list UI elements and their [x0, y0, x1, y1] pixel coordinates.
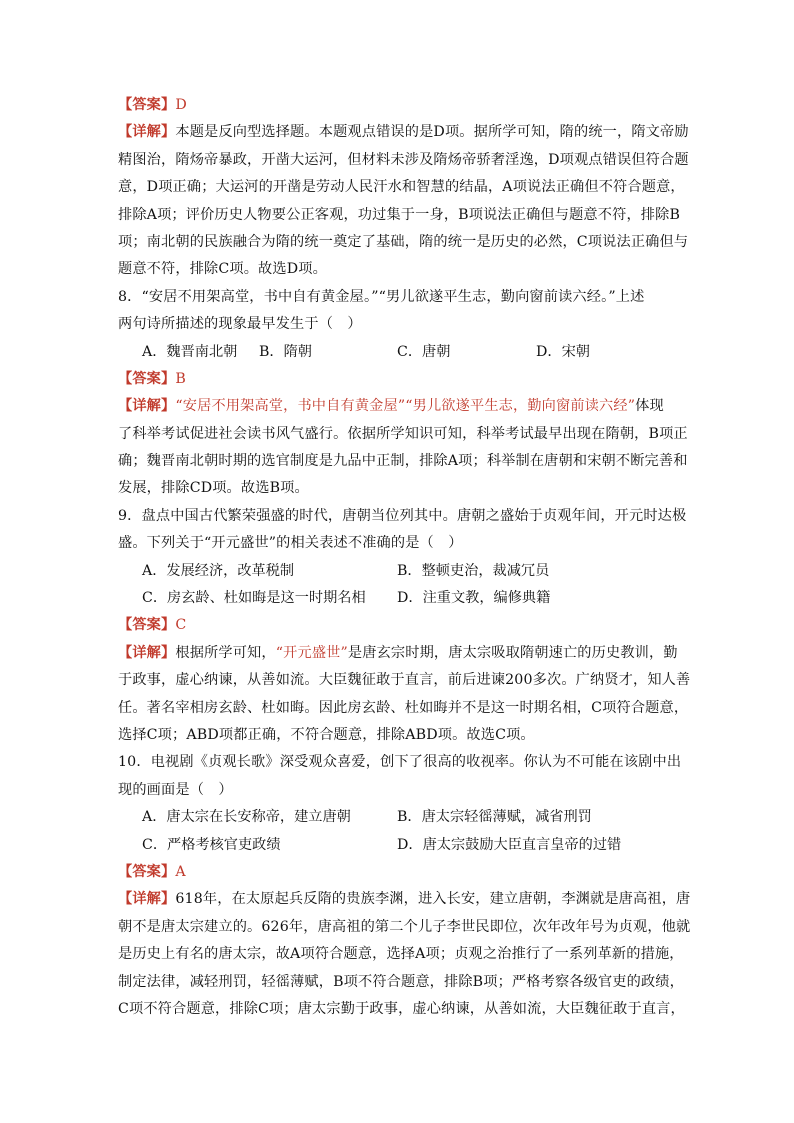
- q8-detail-line: 发展，排除CD项。故选B项。: [118, 480, 309, 497]
- q9-stem-line: 盛。下列关于“开元盛世”的相关表述不准确的是（ ）: [118, 535, 463, 552]
- option-a: A．魏晋南北朝: [142, 343, 238, 360]
- answer-value: A: [175, 863, 186, 880]
- q9-answer-line: [118, 612, 678, 639]
- detail-text: 618年，在太原起兵反隋的贵族李渊，进入长安，建立唐朝，李渊就是唐高祖，唐: [175, 891, 691, 908]
- q8-stem-line: 8．“安居不用架高堂，书中自有黄金屋。”“男儿欲遂平生志，勤向窗前读六经。”上述: [118, 288, 645, 305]
- option-b: B．隋朝: [259, 343, 312, 360]
- q8-detail-line: 了科举考试促进社会读书风气盛行。依据所学知识可知，科举考试最早出现在隋朝，B项正: [118, 425, 688, 442]
- q9-detail-line: 于政事，虚心纳谏，从善如流。大臣魏征敢于直言，前后进谏200多次。广纳贤才，知人善: [118, 672, 691, 689]
- q7-detail-line: 项；南北朝的民族融合为隋的统一奠定了基础，隋的统一是历史的必然，C项说法正确但与: [118, 233, 689, 250]
- option-d: D．注重文教，编修典籍: [397, 590, 551, 607]
- q10-answer-line: [118, 859, 678, 886]
- q7-detail-line: 意，D项正确；大运河的开凿是劳动人民汗水和智慧的结晶，A项说法正确但不符合题意，: [118, 179, 685, 196]
- option-d: D．宋朝: [536, 343, 590, 360]
- q9-detail-line: 任。著名宰相房玄龄、杜如晦。因此房玄龄、杜如晦并不是这一时期名相，C项符合题意，: [118, 699, 689, 716]
- option-c: C．严格考核官吏政绩: [142, 836, 281, 853]
- q10-options: [118, 804, 678, 831]
- answer-tag: 【答案】: [118, 97, 176, 113]
- option-d: D．唐太宗鼓励大臣直言皇帝的过错: [397, 836, 622, 853]
- option-b: B．唐太宗轻徭薄赋，减省刑罚: [397, 809, 592, 826]
- q8-answer-line: [118, 366, 678, 393]
- option-c: C．房玄龄、杜如晦是这一时期名相: [142, 590, 366, 607]
- q8-stem-line: 两句诗所描述的现象最早发生于（ ）: [118, 316, 362, 333]
- q8-options: [118, 339, 678, 366]
- answer-value: D: [175, 97, 187, 113]
- answer-tag: 【答案】: [118, 370, 176, 387]
- detail-quote: “安居不用架高堂，书中自有黄金屋”“男儿欲遂平生志，勤向窗前读六经”: [175, 398, 636, 415]
- q7-detail-line: 排除A项；评价历史人物要公正客观，功过集于一身，B项说法正确但与题意不符，排除B: [118, 206, 681, 223]
- q9-stem-line: 9．盘点中国古代繁荣强盛的时代，唐朝当位列其中。唐朝之盛始于贞观年间，开元时达极: [118, 507, 687, 524]
- q9-options: [118, 585, 678, 612]
- detail-text: 根据所学可知，: [175, 644, 276, 661]
- option-c: C．唐朝: [397, 343, 451, 360]
- answer-value: B: [175, 370, 186, 387]
- answer-tag: 【答案】: [118, 863, 176, 880]
- q7-detail-line: 精图治，隋炀帝暴政，开凿大运河，但材料未涉及隋炀帝骄奢淫逸，D项观点错误但符合题: [118, 151, 689, 168]
- document-page: [118, 92, 691, 1023]
- option-b: B．整顿吏治，裁减冗员: [397, 562, 550, 579]
- q9-detail-line: 选择C项；ABD项都正确，不符合题意，排除ABD项。故选C项。: [118, 726, 535, 743]
- q10-options: [118, 832, 678, 859]
- q10-detail-line: C项不符合题意，排除C项；唐太宗勤于政事，虚心纳谏，从善如流，大臣魏征敢于直言，: [118, 1000, 685, 1017]
- detail-text: 体现: [635, 398, 664, 415]
- detail-tag: 【详解】: [118, 398, 176, 415]
- detail-text: 是唐玄宗时期，唐太宗吸取隋朝速亡的历史教训，勤: [347, 644, 678, 661]
- answer-tag: 【答案】: [118, 617, 176, 634]
- q10-stem-line: 10．电视剧《贞观长歌》深受观众喜爱，创下了很高的收视率。你认为不可能在该剧中出: [118, 754, 682, 771]
- option-a: A．发展经济，改革税制: [142, 562, 295, 579]
- detail-tag: 【详解】: [118, 891, 176, 908]
- detail-tag: 【详解】: [118, 644, 176, 661]
- q10-stem-line: 现的画面是（ ）: [118, 781, 233, 798]
- q9-detail-line: [118, 640, 678, 667]
- q10-detail-line: 朝不是唐太宗建立的。626年，唐高祖的第二个儿子李世民即位，次年改年号为贞观，他就: [118, 918, 691, 935]
- q7-answer-line: [118, 92, 678, 119]
- detail-quote: “开元盛世”: [275, 644, 348, 661]
- q7-detail-line: 题意不符，排除C项。故选D项。: [118, 261, 327, 278]
- q7-detail-line: [118, 119, 689, 146]
- q10-detail-line: [118, 886, 691, 913]
- detail-text: 本题是反向型选择题。本题观点错误的是D项。据所学可知，隋的统一，隋文帝励: [175, 124, 689, 141]
- q10-detail-line: 制定法律，减轻刑罚，轻徭薄赋，B项不符合题意，排除B项；严格考察各级官吏的政绩，: [118, 973, 684, 990]
- q9-options: [118, 558, 678, 585]
- q8-detail-line: 确；魏晋南北朝时期的选官制度是九品中正制，排除A项；科举制在唐朝和宋朝不断完善和: [118, 453, 688, 470]
- answer-value: C: [175, 617, 187, 634]
- detail-tag: 【详解】: [118, 124, 176, 141]
- q10-detail-line: 是历史上有名的唐太宗，故A项符合题意，选择A项；贞观之治推行了一系列革新的措施，: [118, 946, 684, 963]
- option-a: A．唐太宗在长安称帝，建立唐朝: [142, 809, 351, 826]
- q8-detail-line: [118, 393, 678, 420]
